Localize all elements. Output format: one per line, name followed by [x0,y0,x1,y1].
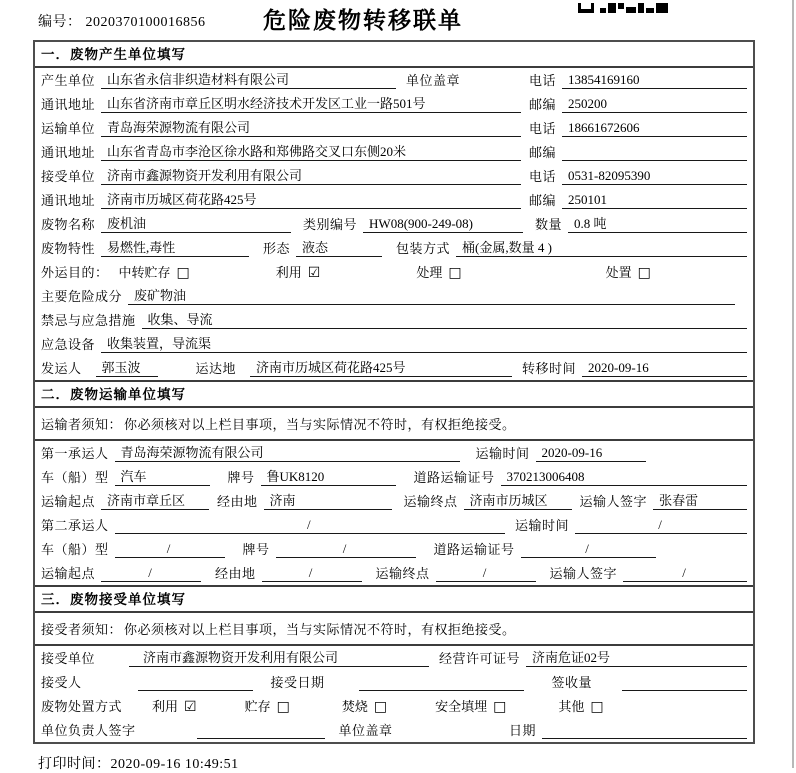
transfer-time-label: 转移时间 [522,361,577,376]
receiver-phone-group [529,166,747,185]
emergency-equipment-label: 应急设备 [41,337,96,352]
first-carrier-row [35,441,753,465]
first-transport-time-label: 运输时间 [475,446,530,461]
disposal-utilize-checkbox-icon: ☑ [184,699,197,715]
producer-address-row [35,92,753,116]
taboo-measures-row [35,308,753,332]
producer-zip-value: 250200 [562,96,747,113]
transporter-phone-value: 18661672606 [562,120,747,137]
transporter-address-left [41,142,529,161]
transporter-value: 青岛海荣源物流有限公司 [101,120,521,137]
received-qty-label: 签收量 [551,675,593,690]
purpose-transfer-storage-checkbox-icon: □ [176,265,190,281]
head-signature-row [35,718,753,742]
producer-zip-label: 邮编 [529,97,557,112]
transfer-time-value: 2020-09-16 [582,360,747,377]
category-label: 类别编号 [303,217,358,232]
transporter-label: 运输单位 [41,121,96,136]
transfer-purpose-row [35,260,753,284]
first-vehicle-row [35,465,753,489]
second-carrier-value: / [115,517,505,534]
disposal-landfill-checkbox-icon: □ [493,699,507,715]
quantity-value: 0.8 吨 [568,216,747,233]
second-sign-label: 运输人签字 [549,566,618,581]
unit-seal2-label: 单位盖章 [338,723,393,738]
head-signature-value [197,723,325,739]
license-value: 济南危证02号 [526,650,747,667]
transporter-address-label: 通讯地址 [41,145,96,160]
second-end-value: / [436,565,536,582]
disposal-option-storage [245,696,290,715]
producer-value: 山东省永信非织造材料有限公司 [101,72,396,89]
accept-date-label: 接受日期 [270,675,325,690]
producer-row [35,68,753,92]
taboo-measures-value: 收集、导流 [142,312,747,329]
packing-label: 包装方式 [396,241,451,256]
second-road-cert-value: / [521,541,656,558]
receiver-phone-value: 0531-82095390 [562,168,747,185]
qr-code-fragment [578,0,668,10]
transporter-address-value: 山东省青岛市李沧区徐水路和郑佛路交叉口东侧20米 [101,144,521,161]
waste-trait-value: 易燃性,毒性 [101,240,249,257]
disposal-option-landfill [435,696,506,715]
category-value: HW08(900-249-08) [363,216,523,233]
transporter-phone-label: 电话 [529,121,557,136]
transporter-zip-value [562,145,747,161]
second-carrier-row [35,513,753,537]
consignor-row [35,356,753,380]
receiver-zip-group [529,190,747,209]
section2-header: 二．废物运输单位填写 [35,380,753,408]
print-time-label: 打印时间： [38,757,111,772]
first-origin-label: 运输起点 [41,494,96,509]
receiver-label: 接受单位 [41,169,96,184]
recipient-row [35,670,753,694]
consignor-label: 发运人 [41,361,82,376]
second-sign-value: / [623,565,747,582]
recipient-label: 接受人 [41,675,82,690]
first-transport-time-value: 2020-09-16 [536,445,646,462]
first-end-label: 运输终点 [403,494,458,509]
receiver-notice-text: 你必须核对以上栏目事项，当与实际情况不符时，有权拒绝接受。 [124,622,516,637]
disposal-option-incinerate [342,696,387,715]
disposal-method-label: 废物处置方式 [41,699,123,714]
license-label: 经营许可证号 [439,651,521,666]
purpose-dispose-checkbox-icon: □ [637,265,651,281]
form-value: 液态 [296,240,382,257]
producer-phone-value: 13854169160 [562,72,747,89]
producer-address-left [41,94,529,113]
manifest-number-label: 编号： [38,15,82,30]
producer-phone-label: 电话 [529,73,557,88]
destination-label: 运达地 [195,361,237,376]
first-carrier-value: 青岛海荣源物流有限公司 [115,445,460,462]
taboo-measures-label: 禁忌与应急措施 [41,313,136,328]
document-header [0,0,796,40]
section3-header: 三．废物接受单位填写 [35,585,753,613]
hazard-component-label: 主要危险成分 [41,289,123,304]
hazard-component-row [35,284,753,308]
first-vehicle-type-value: 汽车 [115,469,210,486]
second-vehicle-row [35,537,753,561]
first-plate-value: 鲁UK8120 [261,469,396,486]
disposal-option-other [558,696,603,715]
transporter-notice-label: 运输者须知： [41,417,123,432]
transporter-left [41,118,529,137]
purpose-option-treat [416,262,461,281]
transporter-phone-group [529,118,747,137]
first-sign-value: 张春雷 [653,493,747,510]
disposal-incinerate-checkbox-icon: □ [373,699,388,715]
second-plate-label: 牌号 [242,542,270,557]
disposal-option-landfill-label: 安全填埋 [435,699,488,714]
second-route-row [35,561,753,585]
accept-unit-value: 济南市鑫源物资开发利用有限公司 [129,650,429,667]
hazard-component-value: 废矿物油 [128,288,735,305]
page-edge-line [792,0,794,768]
waste-trait-label: 废物特性 [41,241,96,256]
disposal-method-row [35,694,753,718]
producer-left [41,70,529,89]
producer-address-value: 山东省济南市章丘区明水经济技术开发区工业一路501号 [101,96,521,113]
print-time [38,753,796,773]
disposal-option-utilize-label: 利用 [152,699,179,714]
first-sign-label: 运输人签字 [579,494,648,509]
first-via-label: 经由地 [217,494,258,509]
transporter-zip-group [529,142,747,161]
second-vehicle-type-value: / [115,541,225,558]
receiver-notice-row [35,613,753,646]
purpose-option-utilize [276,262,321,281]
second-carrier-label: 第二承运人 [41,518,109,533]
head-signature-label: 单位负责人签字 [41,723,136,738]
recipient-value [138,675,253,691]
waste-name-label: 废物名称 [41,217,96,232]
receiver-left [41,166,529,185]
date-label: 日期 [508,723,536,738]
section1-header: 一．废物产生单位填写 [35,42,753,68]
disposal-option-other-label: 其他 [558,699,585,714]
waste-trait-row [35,236,753,260]
destination-value: 济南市历城区荷花路425号 [250,360,512,377]
quantity-label: 数量 [535,217,563,232]
purpose-option-transfer-storage-label: 中转贮存 [118,265,171,280]
second-origin-value: / [101,565,201,582]
second-plate-value: / [276,541,416,558]
first-via-value: 济南 [264,493,392,510]
second-via-value: / [262,565,362,582]
receiver-address-left [41,190,529,209]
first-vehicle-type-label: 车（船）型 [41,470,109,485]
purpose-option-utilize-label: 利用 [275,265,302,280]
document-title: 危险废物转移联单 [263,8,463,33]
receiver-phone-label: 电话 [529,169,557,184]
purpose-utilize-checkbox-icon: ☑ [307,265,321,281]
receiver-zip-label: 邮编 [529,193,557,208]
receiver-notice-label: 接受者须知： [41,622,123,637]
emergency-equipment-value: 收集装置，导流渠 [101,336,747,353]
accept-date-value [359,675,524,691]
receiver-address-value: 济南市历城区荷花路425号 [101,192,521,209]
first-plate-label: 牌号 [227,470,255,485]
second-end-label: 运输终点 [375,566,430,581]
producer-zip-group [529,94,747,113]
first-end-value: 济南市历城区 [464,493,572,510]
transporter-row [35,116,753,140]
unit-seal-label: 单位盖章 [406,73,461,88]
receiver-row [35,164,753,188]
purpose-option-dispose-label: 处置 [605,265,632,280]
packing-value: 桶(金属,数量 4 ) [456,240,747,257]
second-transport-time-label: 运输时间 [514,518,569,533]
waste-name-row [35,212,753,236]
purpose-treat-checkbox-icon: □ [448,265,462,281]
disposal-storage-checkbox-icon: □ [276,699,290,715]
accept-unit-row [35,646,753,670]
disposal-option-incinerate-label: 焚烧 [341,699,368,714]
emergency-equipment-row [35,332,753,356]
receiver-address-row [35,188,753,212]
producer-label: 产生单位 [41,73,96,88]
date-value [542,723,747,739]
print-time-value: 2020-09-16 10:49:51 [110,757,239,772]
manifest-form [33,40,755,744]
second-vehicle-type-label: 车（船）型 [41,542,109,557]
disposal-other-checkbox-icon: □ [590,699,604,715]
first-road-cert-value: 370213006408 [501,469,747,486]
first-route-row [35,489,753,513]
waste-name-value: 废机油 [101,216,291,233]
transporter-zip-label: 邮编 [529,145,557,160]
receiver-zip-value: 250101 [562,192,747,209]
disposal-option-utilize [152,696,197,715]
second-via-label: 经由地 [215,566,256,581]
first-origin-value: 济南市章丘区 [101,493,209,510]
transporter-notice-text: 你必须核对以上栏目事项，当与实际情况不符时，有权拒绝接受。 [124,417,516,432]
consignor-value: 郭玉波 [96,360,158,377]
purpose-option-dispose [606,262,651,281]
form-label: 形态 [263,241,291,256]
receiver-address-label: 通讯地址 [41,193,96,208]
transfer-purpose-label: 外运目的： [41,265,109,280]
second-road-cert-label: 道路运输证号 [433,542,515,557]
producer-phone-group [529,70,747,89]
first-carrier-label: 第一承运人 [41,446,109,461]
transporter-address-row [35,140,753,164]
disposal-option-storage-label: 贮存 [244,699,271,714]
manifest-number-value: 2020370100016856 [85,15,206,30]
second-origin-label: 运输起点 [41,566,96,581]
transporter-notice-row [35,408,753,441]
accept-unit-label: 接受单位 [41,651,96,666]
first-road-cert-label: 道路运输证号 [413,470,495,485]
purpose-option-transfer-storage [119,262,190,281]
producer-address-label: 通讯地址 [41,97,96,112]
second-transport-time-value: / [575,517,747,534]
receiver-value: 济南市鑫源物资开发利用有限公司 [101,168,521,185]
purpose-option-treat-label: 处理 [416,265,443,280]
received-qty-value [622,675,747,691]
